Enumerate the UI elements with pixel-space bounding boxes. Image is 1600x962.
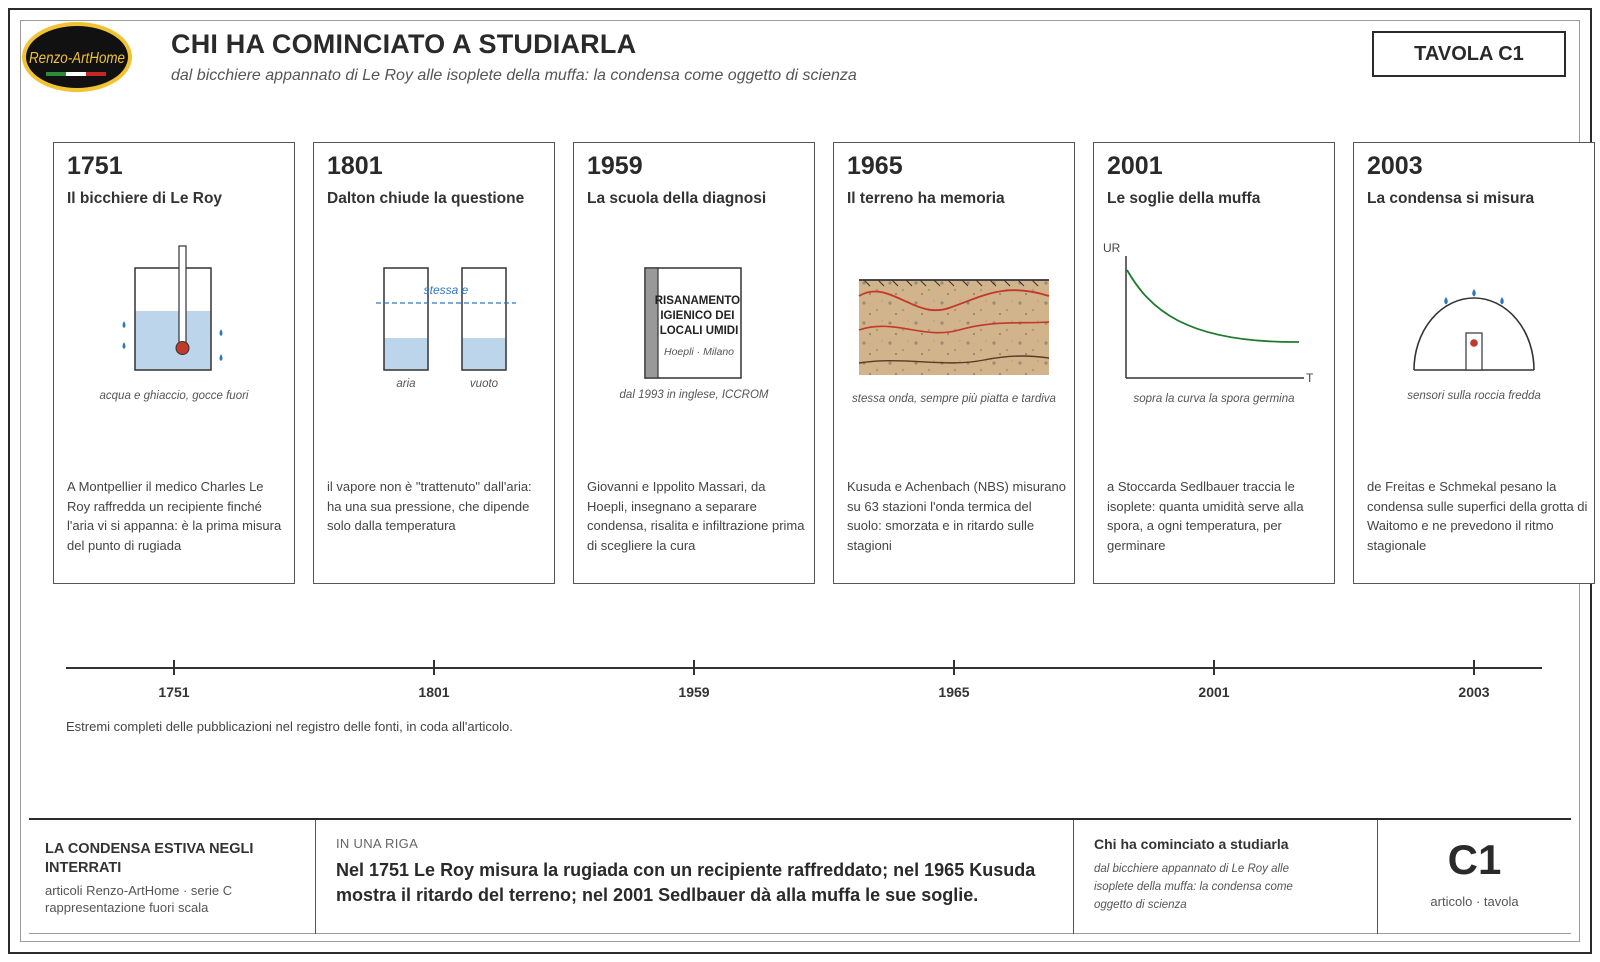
plate-subtitle: articolo · tavola [1430, 894, 1519, 909]
axis-tick-label: 1965 [938, 684, 970, 700]
axis-tick [1473, 660, 1475, 675]
one-line-text: Nel 1751 Le Roy misura la rugiada con un recipiente raffreddato; nel 1965 Kusuda mostra il ritardo del terreno; nel 2001 Sedlbauer dà alla muffa le sue soglie. [336, 860, 1036, 905]
axis-tick-label: 1801 [418, 684, 450, 700]
timeline-axis [66, 655, 1542, 715]
dalton-vessels-illustration [314, 238, 554, 403]
renzo-arthome-logo [20, 20, 134, 94]
le-roy-glass-illustration [54, 238, 294, 403]
axis-tick [433, 660, 435, 675]
card-heading: La scuola della diagnosi [587, 190, 767, 207]
water-drop-icon [220, 354, 223, 361]
water-drop-icon [123, 321, 126, 328]
book-title: RISANAMENTO IGIENICO DEI LOCALI UMIDI [654, 295, 741, 337]
plate-label: TAVOLA C1 [1372, 31, 1566, 77]
series-title: LA CONDENSA ESTIVA NEGLI INTERRATI [45, 841, 254, 876]
card-heading: Il terreno ha memoria [847, 190, 1005, 207]
card-year: 1801 [327, 152, 383, 180]
timeline-card-2001 [1093, 142, 1335, 584]
card-year: 2001 [1107, 152, 1163, 180]
axis-tick-label: 2003 [1458, 684, 1490, 700]
y-axis-label: UR [1103, 241, 1121, 255]
water-drop-icon [1472, 289, 1476, 297]
article-title: Chi ha cominciato a studiarla [1094, 836, 1289, 852]
book-publisher: Hoepli · Milano [663, 346, 735, 358]
timeline-card-1801 [313, 142, 555, 584]
card-caption: dal 1993 in inglese, ICCROM [619, 389, 769, 401]
logo-text: Renzo-ArtHome [29, 50, 126, 67]
series-subtitle: articoli Renzo-ArtHome · serie C rappresentazione fuori scala [45, 883, 233, 915]
card-year: 1965 [847, 152, 903, 180]
card-heading: Dalton chiude la questione [327, 190, 525, 207]
card-heading: La condensa si misura [1367, 190, 1535, 207]
card-body: A Montpellier il medico Charles Le Roy raffredda un recipiente finché l'aria vi si appanna: è la prima misura del punto di rugiada [67, 479, 282, 553]
same-pressure-label: stessa e [423, 283, 469, 297]
series-cell [29, 820, 315, 934]
card-body: Kusuda e Achenbach (NBS) misurano su 63 stazioni l'onda termica del suolo: smorzata e in ritardo sulle stagioni [847, 479, 1066, 553]
one-line-label: IN UNA RIGA [336, 836, 419, 851]
card-body: de Freitas e Schmekal pesano la condensa sulle superfici della grotta di Waitomo e ne prevedono il ritmo stagionale [1367, 479, 1588, 553]
axis-tick-label: 1959 [678, 684, 710, 700]
card-year: 1751 [67, 152, 123, 180]
vacuum-label: vuoto [469, 378, 499, 390]
axis-tick [1213, 660, 1215, 675]
plate-code: C1 [1447, 836, 1502, 883]
page-subtitle: dal bicchiere appannato di Le Roy alle isoplete della muffa: la condensa come oggetto di scienza [171, 67, 857, 84]
card-year: 2003 [1367, 152, 1423, 180]
cave-sensor-illustration [1354, 238, 1594, 403]
card-caption: sopra la curva la spora germina [1133, 393, 1295, 405]
card-caption: stessa onda, sempre più piatta e tardiva [852, 393, 1056, 405]
timeline-card-1959 [573, 142, 815, 584]
soil-wave-illustration [834, 238, 1074, 403]
timeline-card-1965 [833, 142, 1075, 584]
card-caption: acqua e ghiaccio, gocce fuori [99, 390, 249, 402]
axis-tick [693, 660, 695, 675]
axis-line [66, 667, 1542, 669]
plate-cell [1377, 820, 1571, 934]
card-caption: sensori sulla roccia fredda [1407, 390, 1541, 402]
air-label: aria [396, 378, 416, 390]
title-block [29, 818, 1571, 934]
card-body: Giovanni e Ippolito Massari, da Hoepli, insegnano a separare condensa, risalita e infiltrazione prima di scegliere la cura [587, 479, 805, 553]
axis-tick-label: 2001 [1198, 684, 1230, 700]
timeline-card-1751 [53, 142, 295, 584]
card-heading: Il bicchiere di Le Roy [67, 190, 223, 207]
water-drop-icon [1500, 297, 1504, 305]
water-drop-icon [1444, 297, 1448, 305]
timeline-card-2003 [1353, 142, 1595, 584]
massari-book-illustration [574, 238, 814, 403]
card-year: 1959 [587, 152, 643, 180]
article-subtitle: dal bicchiere appannato di Le Roy alle isoplete della muffa: la condensa come oggetto di scienza [1094, 863, 1293, 911]
card-heading: Le soglie della muffa [1107, 190, 1261, 207]
page-title: CHI HA COMINCIATO A STUDIARLA [171, 29, 637, 59]
x-axis-label: T [1306, 371, 1314, 385]
water-drop-icon [220, 329, 223, 336]
sources-note: Estremi completi delle pubblicazioni nel registro delle fonti, in coda all'articolo. [66, 719, 513, 734]
card-body: il vapore non è "trattenuto" dall'aria: ha una sua pressione, che dipende solo dalla temperatura [327, 479, 532, 533]
axis-tick [173, 660, 175, 675]
one-line-cell [315, 820, 1073, 934]
water-drop-icon [123, 342, 126, 349]
axis-tick [953, 660, 955, 675]
card-body: a Stoccarda Sedlbauer traccia le isoplete: quanta umidità serve alla spora, a ogni temperatura, per germinare [1107, 479, 1304, 553]
mould-isopleth-illustration [1094, 238, 1334, 403]
axis-tick-label: 1751 [158, 684, 190, 700]
article-cell [1073, 820, 1377, 934]
